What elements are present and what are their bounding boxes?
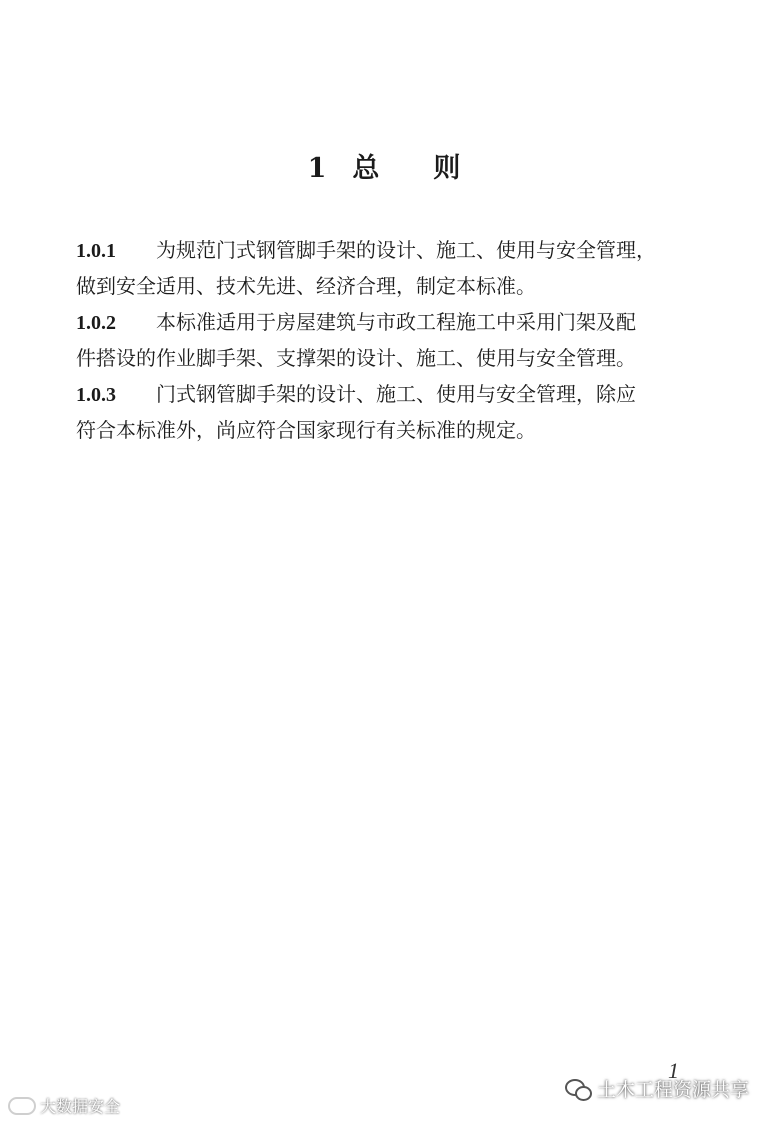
clause-text: 本标准适用于房屋建筑与市政工程施工中采用门架及配	[156, 310, 636, 334]
clause-number: 1.0.1	[76, 240, 116, 262]
clause-number: 1.0.2	[76, 312, 116, 334]
clause-body	[76, 232, 696, 448]
clause-line	[76, 376, 696, 412]
clause-text: 做到安全适用、技术先进、经济合理，制定本标准。	[76, 274, 536, 298]
clause-line	[76, 232, 696, 268]
watermark-corner	[8, 1094, 120, 1117]
clause-number: 1.0.3	[76, 384, 116, 406]
clause-line	[76, 268, 696, 304]
clause-text: 符合本标准外，尚应符合国家现行有关标准的规定。	[76, 418, 536, 442]
chapter-title-char-2: 则	[433, 153, 461, 184]
clause-line	[76, 304, 696, 340]
watermark-corner-text: 大数据安全	[40, 1097, 121, 1116]
logo-mark-icon	[8, 1097, 36, 1115]
clause-line	[76, 412, 696, 448]
clause-line	[76, 340, 696, 376]
clause-text: 门式钢管脚手架的设计、施工、使用与安全管理，除应	[156, 382, 636, 406]
watermark-source	[565, 1075, 749, 1102]
chapter-title-char-1: 总	[352, 153, 380, 184]
chapter-title	[0, 146, 768, 185]
clause-text: 件搭设的作业脚手架、支撑架的设计、施工、使用与安全管理。	[76, 346, 636, 370]
chapter-number: 1	[307, 153, 327, 184]
page-number: 1	[668, 1058, 679, 1083]
wechat-icon	[565, 1078, 591, 1100]
watermark-source-text: 土木工程资源共享	[597, 1079, 750, 1101]
clause-text: 为规范门式钢管脚手架的设计、施工、使用与安全管理，	[156, 238, 656, 262]
